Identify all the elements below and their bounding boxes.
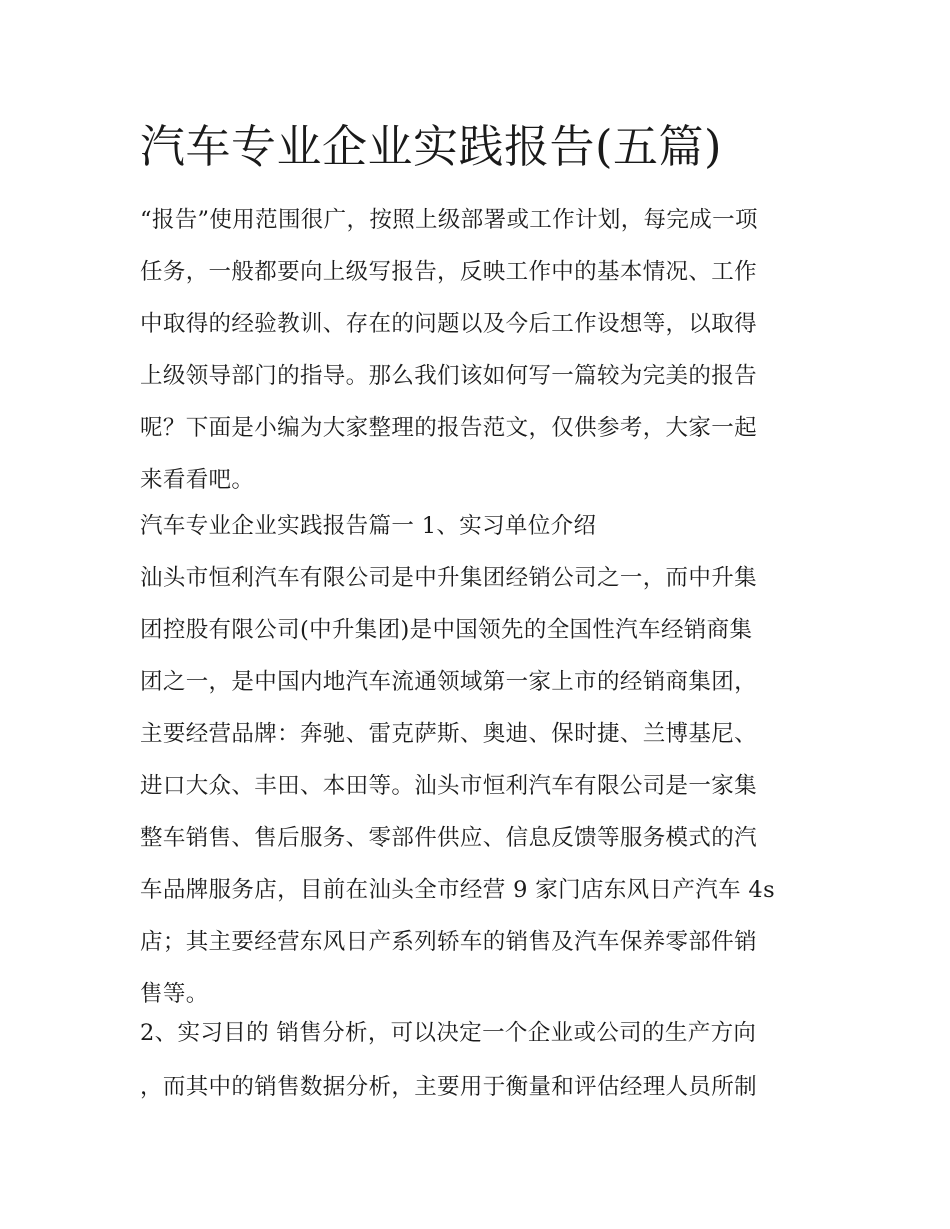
text-line: 呢？下面是小编为大家整理的报告范文，仅供参考，大家一起: [140, 415, 757, 441]
section-1-heading: [140, 500, 820, 552]
document-title: 汽车专业企业实践报告(五篇): [140, 120, 723, 173]
text-line: 来看看吧。: [140, 467, 255, 493]
text-line: 主要经营品牌：奔驰、雷克萨斯、奥迪、保时捷、兰博基尼、: [140, 721, 757, 747]
text-line: 上级领导部门的指导。那么我们该如何写一篇较为完美的报告: [140, 363, 757, 389]
section-1-paragraph: [140, 552, 820, 1020]
text-line: 团控股有限公司(中升集团)是中国领先的全国性汽车经销商集: [140, 617, 753, 643]
text-line: 2、实习目的 销售分析，可以决定一个企业或公司的生产方向: [140, 1020, 757, 1046]
text-line: 中取得的经验教训、存在的问题以及今后工作设想等，以取得: [140, 311, 757, 337]
text-line: ，而其中的销售数据分析，主要用于衡量和评估经理人员所制: [140, 1074, 757, 1100]
heading-line: 汽车专业企业实践报告篇一 1、实习单位介绍: [140, 513, 597, 539]
text-line: 车品牌服务店，目前在汕头全市经营 9 家门店东风日产汽车 4s: [140, 877, 775, 903]
text-line: 汕头市恒利汽车有限公司是中升集团经销公司之一，而中升集: [140, 565, 757, 591]
text-line: “报告”使用范围很广，按照上级部署或工作计划，每完成一项: [140, 207, 758, 233]
text-line: 售等。: [140, 981, 209, 1007]
text-line: 整车销售、售后服务、零部件供应、信息反馈等服务模式的汽: [140, 825, 757, 851]
text-line: 任务，一般都要向上级写报告，反映工作中的基本情况、工作: [140, 259, 757, 285]
text-line: 店；其主要经营东风日产系列轿车的销售及汽车保养零部件销: [140, 929, 757, 955]
intro-paragraph: [140, 194, 820, 506]
section-2-paragraph: [140, 1006, 820, 1114]
text-line: 团之一，是中国内地汽车流通领域第一家上市的经销商集团，: [140, 669, 757, 695]
text-line: 进口大众、丰田、本田等。汕头市恒利汽车有限公司是一家集: [140, 773, 757, 799]
